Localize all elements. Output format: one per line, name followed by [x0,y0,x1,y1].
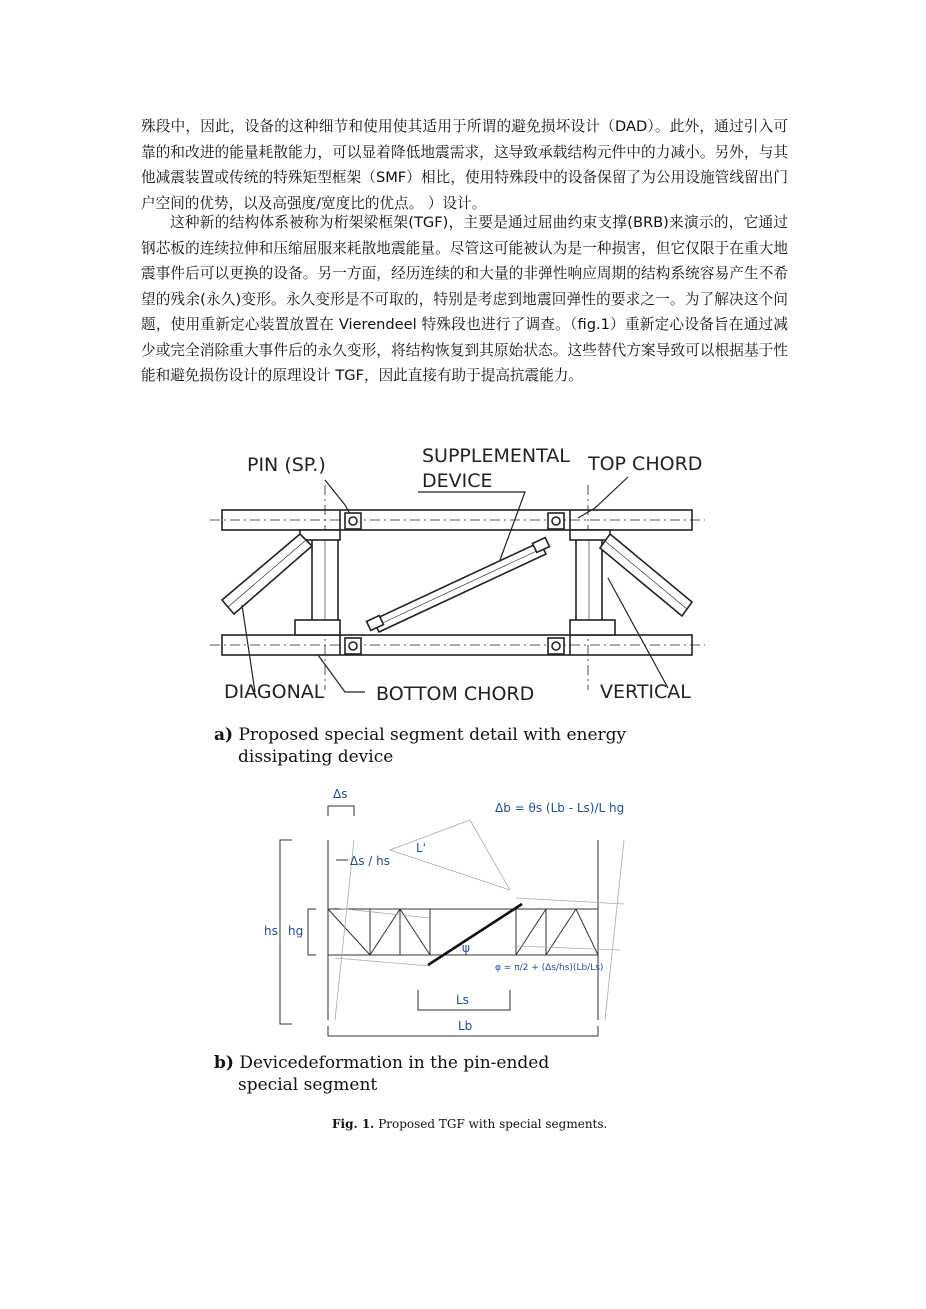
caption-a-line1: Proposed special segment detail with energy [238,725,627,745]
caption-a [214,724,634,768]
label-top-chord: TOP CHORD [588,453,703,475]
caption-a-line2: dissipating device [238,747,394,767]
label-ls: Ls [456,993,469,1007]
label-delta-s: Δs [333,787,348,801]
label-hs: hs [264,924,278,938]
label-hg: hg [288,924,304,938]
label-phi-formula: φ = π/2 + (Δs/hs)(Lb/Ls) [495,963,604,973]
paragraph-1: 殊段中，因此，设备的这种细节和使用使其适用于所谓的避免损坏设计（DAD）。此外，通过引入可靠的和改进的能量耗散能力，可以显着降低地震需求，这导致承载结构元件中的力减小。另外，与其他减震装置或传统的特殊矩型框架（SMF）相比，使用特殊段中的设备保留了为公用设施管线留出门户空间的优势，以及高强度/宽度比的优点。 ）设计。 [141,118,788,212]
label-psi: ψ [462,941,470,955]
label-delta-s-hs: Δs / hs [350,854,390,868]
paragraph-2: 这种新的结构体系被称为桁架梁框架(TGF)，主要是通过屈曲约束支撑(BRB)来演示的，它通过钢芯板的连续拉伸和压缩屈服来耗散地震能量。尽管这可能被认为是一种损害，但它仅限于在重大地震事件后可以更换的设备。另一方面，经历连续的和大量的非弹性响应周期的结构系统容易产生不希望的残余(永久)变形。永久变形是不可取的，特别是考虑到地震回弹性的要求之一。为了解决这个问题，使用重新定心装置放置在 Vierendeel 特殊段也进行了调查。（fig.1）重新定心设备旨在通过减少或完全消除重大事件后的永久变形，将结构恢复到其原始状态。这些替代方案导致可以根据基于性能和避免损伤设计的原理设计 TGF，因此直接有助于提高抗震能力。 [141,214,788,384]
caption-b-letter: b) [214,1053,234,1073]
caption-b-line1: Devicedeformation in the pin-ended [239,1053,550,1073]
figure-a-drawing [200,430,720,720]
label-vertical: VERTICAL [600,681,691,703]
figure-b-drawing [240,780,640,1040]
figure-title [332,1117,607,1131]
caption-b-line2: special segment [238,1075,378,1095]
label-l-prime: L' [416,841,426,855]
label-delta-b-formula: Δb = θs (Lb - Ls)/L hg [495,801,625,815]
label-device: DEVICE [422,470,493,492]
label-diagonal: DIAGONAL [224,681,325,703]
label-supplemental: SUPPLEMENTAL [422,445,570,467]
label-pin: PIN (SP.) [247,454,326,476]
label-bottom-chord: BOTTOM CHORD [376,683,535,705]
label-lb: Lb [458,1019,473,1033]
caption-a-letter: a) [214,725,234,745]
figure-title-label: Fig. 1. [332,1117,375,1131]
figure-title-text: Proposed TGF with special segments. [378,1117,608,1131]
caption-b [214,1052,634,1096]
